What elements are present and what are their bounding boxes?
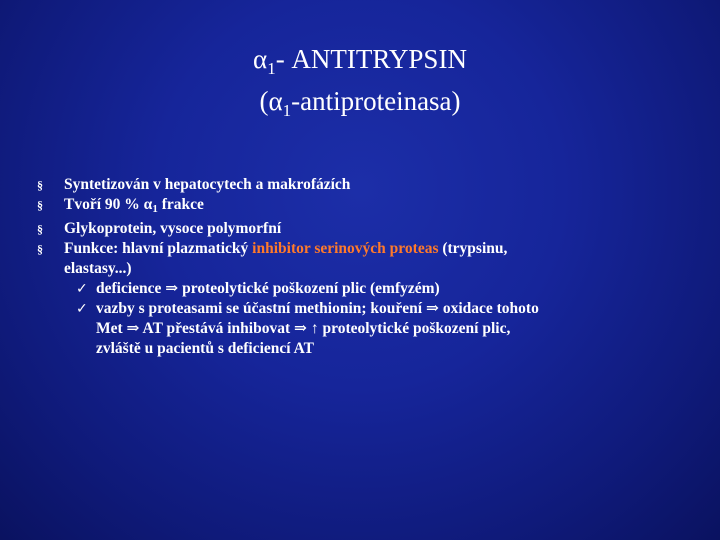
title-text: - ANTITRYPSIN [275, 44, 467, 74]
sub-bullet-text: zvláště u pacientů s deficiencí AT [96, 340, 314, 357]
subtitle-text: -antiproteinasa) [291, 86, 461, 116]
bullet-text: Funkce: hlavní plazmatický [64, 240, 253, 257]
alpha-symbol: α [268, 86, 283, 116]
bullet-icon: § [37, 222, 43, 236]
slide-subtitle [0, 84, 720, 128]
bullet-item-fraction [37, 195, 697, 219]
sub-bullet-text: Met ⇒ AT přestává inhibovat ⇒ ↑ proteolytické poškození plic, [96, 320, 511, 337]
bullet-item-synthesis [37, 175, 697, 195]
sub-bullet-text: deficience ⇒ proteolytické poškození plic (emfyzém) [96, 280, 440, 297]
alpha-symbol: α [143, 196, 153, 213]
subscript-one: 1 [282, 101, 292, 120]
bullet-item-function [37, 239, 697, 279]
bullet-list [37, 175, 697, 359]
bullet-icon: § [37, 198, 43, 212]
sub-bullet-text: vazby s proteasami se účastní methionin; kouření ⇒ oxidace tohoto [96, 300, 539, 317]
bullet-text: Syntetizován v hepatocytech a makrofázích [64, 176, 351, 193]
slide-title [0, 42, 720, 86]
checkmark-icon: ✓ [76, 281, 88, 297]
bullet-text: frakce [157, 196, 204, 213]
bullet-text-continued: elastasy...) [64, 260, 132, 277]
bullet-item-glycoprotein [37, 219, 697, 239]
bullet-text: (trypsinu, [438, 240, 508, 257]
highlighted-text: inhibitor serinových proteas [252, 240, 439, 257]
alpha-symbol: α [253, 44, 268, 74]
bullet-icon: § [37, 242, 43, 256]
bullet-icon: § [37, 178, 43, 192]
sub-bullet-deficiency [37, 279, 697, 299]
sub-bullet-methionine [37, 299, 697, 359]
bullet-text: Glykoprotein, vysoce polymorfní [64, 220, 282, 237]
checkmark-icon: ✓ [76, 301, 88, 317]
subscript-one: 1 [267, 59, 276, 78]
open-paren: ( [259, 86, 269, 116]
bullet-text: Tvoří 90 % [64, 196, 144, 213]
subscript-one: 1 [152, 203, 158, 215]
